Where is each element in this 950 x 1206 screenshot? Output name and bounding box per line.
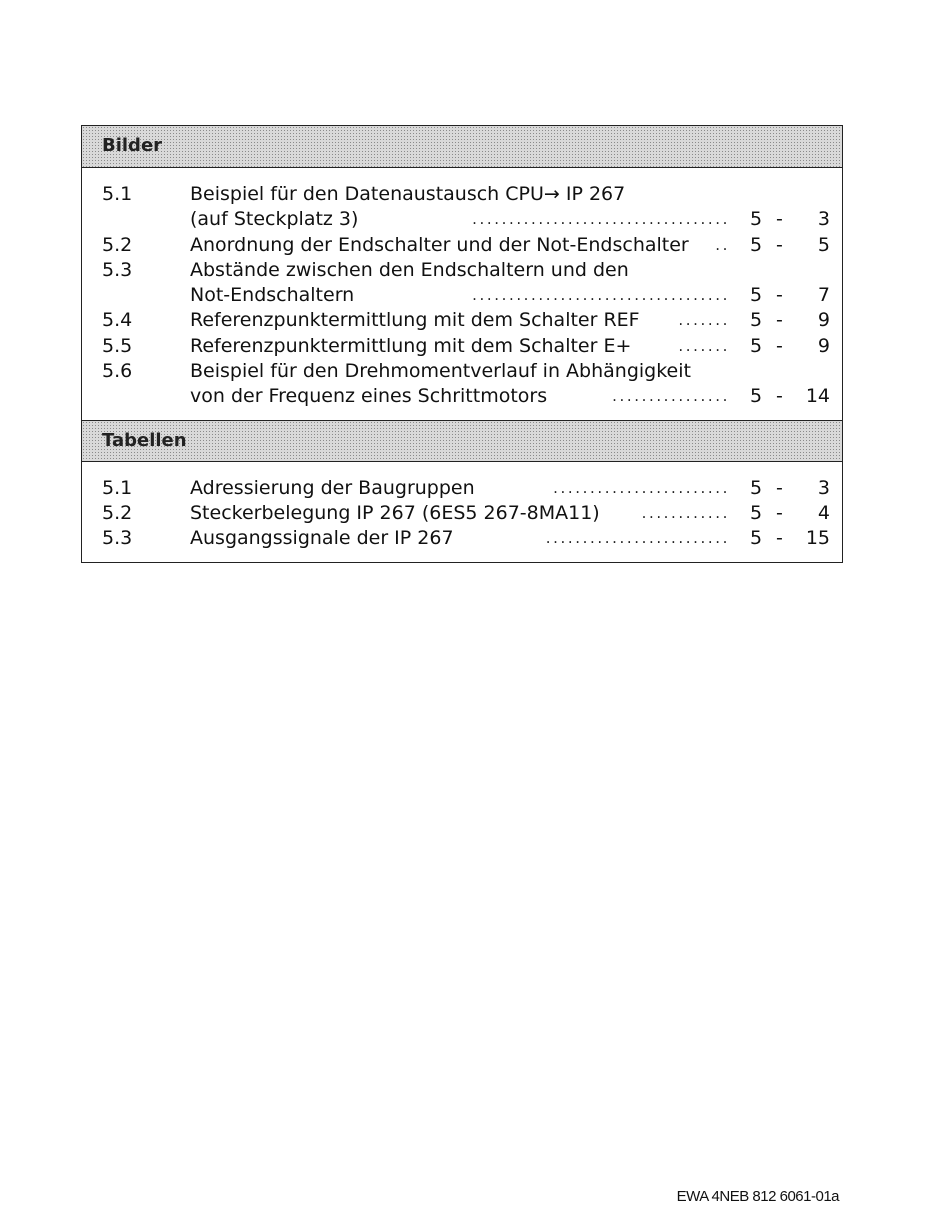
dot-leader: ................ — [612, 387, 730, 406]
page-number: 9 — [817, 334, 830, 357]
page-number: 4 — [817, 501, 830, 524]
toc-entry-line — [82, 182, 842, 207]
page-reference — [750, 334, 830, 359]
page-reference — [750, 233, 830, 258]
entry-title: Ausgangssignale der IP 267 — [190, 527, 454, 550]
toc-entry-line — [82, 476, 842, 501]
toc-entry-line — [82, 501, 842, 526]
page-separator: - — [776, 527, 783, 550]
entry-title: Beispiel für den Drehmomentverlauf in Abhängigkeit — [190, 360, 691, 383]
page-reference — [750, 501, 830, 526]
dot-leader: ............ — [641, 503, 730, 522]
bilder-list — [82, 168, 842, 420]
toc-entry[interactable] — [82, 182, 842, 233]
page-number: 5 — [817, 233, 830, 256]
chapter-number: 5 — [750, 309, 763, 332]
toc-entry[interactable] — [82, 334, 842, 359]
toc-entry-line — [82, 283, 842, 308]
dot-leader: ....... — [678, 311, 730, 330]
toc-entry-line — [82, 308, 842, 333]
entry-number: 5.2 — [102, 501, 133, 524]
chapter-number: 5 — [750, 527, 763, 550]
section-title-bilder: Bilder — [102, 135, 163, 156]
dot-leader: ................................... — [472, 210, 730, 229]
toc-entry-line — [82, 526, 842, 551]
page-reference — [750, 526, 830, 551]
toc-entry-line — [82, 334, 842, 359]
chapter-number: 5 — [750, 476, 763, 499]
chapter-number: 5 — [750, 334, 763, 357]
toc-entry[interactable] — [82, 501, 842, 526]
toc-entry[interactable] — [82, 526, 842, 551]
toc-entry-line — [82, 207, 842, 232]
entry-number: 5.1 — [102, 476, 133, 499]
page-reference — [750, 283, 830, 308]
entry-title: Referenzpunktermittlung mit dem Schalter REF — [190, 309, 640, 332]
chapter-number: 5 — [750, 208, 763, 231]
page-separator: - — [776, 501, 783, 524]
entry-title: Beispiel für den Datenaustausch CPU→ IP 267 — [190, 183, 626, 205]
entry-number: 5.6 — [102, 360, 133, 383]
page-reference — [750, 476, 830, 501]
page-number: 3 — [817, 476, 830, 499]
dot-leader: ......................... — [545, 529, 730, 548]
toc-entry-line — [82, 384, 842, 409]
page-number: 9 — [817, 309, 830, 332]
toc-box — [81, 125, 843, 563]
page-separator: - — [776, 284, 783, 307]
page-separator: - — [776, 208, 783, 231]
dot-leader: ....... — [678, 336, 730, 355]
chapter-number: 5 — [750, 284, 763, 307]
dot-leader: .. — [715, 235, 730, 254]
toc-entry[interactable] — [82, 476, 842, 501]
entry-title: (auf Steckplatz 3) — [190, 208, 359, 231]
entry-title: Steckerbelegung IP 267 (6ES5 267-8MA11) — [190, 501, 600, 524]
dot-leader: ................................... — [472, 286, 730, 305]
page-reference — [750, 308, 830, 333]
entry-title: Not-Endschaltern — [190, 284, 355, 307]
page-reference — [750, 207, 830, 232]
page-separator: - — [776, 334, 783, 357]
toc-entry-line — [82, 258, 842, 283]
tabellen-list — [82, 462, 842, 562]
page-separator: - — [776, 233, 783, 256]
chapter-number: 5 — [750, 501, 763, 524]
entry-number: 5.1 — [102, 183, 133, 205]
page-number: 3 — [817, 208, 830, 231]
section-header-tabellen — [82, 420, 842, 462]
page-separator: - — [776, 476, 783, 499]
toc-entry[interactable] — [82, 258, 842, 309]
toc-entry-line — [82, 359, 842, 384]
dot-leader: ........................ — [553, 478, 730, 497]
toc-entry[interactable] — [82, 233, 842, 258]
entry-number: 5.3 — [102, 527, 133, 550]
entry-title: Anordnung der Endschalter und der Not-Endschalter — [190, 233, 689, 256]
entry-title: Referenzpunktermittlung mit dem Schalter E+ — [190, 334, 632, 357]
toc-entry[interactable] — [82, 359, 842, 410]
chapter-number: 5 — [750, 385, 763, 408]
entry-title: Adressierung der Baugruppen — [190, 476, 475, 499]
entry-title: von der Frequenz eines Schrittmotors — [190, 385, 548, 408]
toc-entry-line — [82, 233, 842, 258]
toc-entry[interactable] — [82, 308, 842, 333]
page-separator: - — [776, 385, 783, 408]
entry-number: 5.3 — [102, 258, 133, 281]
page-number: 7 — [817, 284, 830, 307]
page-number: 14 — [805, 385, 830, 408]
section-title-tabellen: Tabellen — [102, 429, 187, 451]
page-separator: - — [776, 309, 783, 332]
section-header-bilder — [82, 126, 842, 168]
page-reference — [750, 384, 830, 409]
entry-number: 5.2 — [102, 233, 133, 256]
document-id: EWA 4NEB 812 6061-01a — [676, 1188, 839, 1205]
entry-title: Abstände zwischen den Endschaltern und den — [190, 258, 629, 281]
entry-number: 5.5 — [102, 334, 133, 357]
entry-number: 5.4 — [102, 309, 133, 332]
page-number: 15 — [805, 527, 830, 550]
chapter-number: 5 — [750, 233, 763, 256]
